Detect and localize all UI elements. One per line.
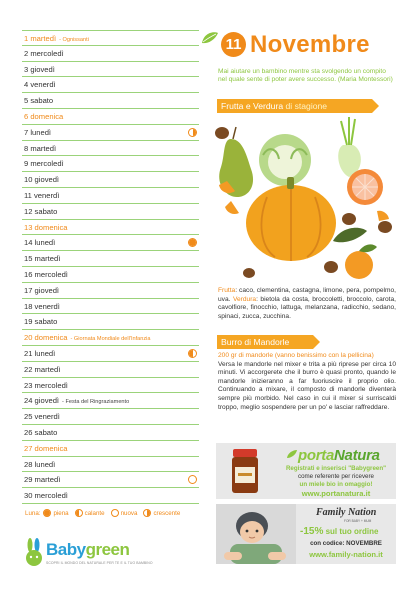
calendar-day-label: 16 mercoledì: [24, 269, 68, 279]
legend-nuova-label: nuova: [120, 509, 138, 517]
portanatura-line1: Registrati e inserisci "Babygreen": [285, 465, 387, 472]
fruit-vegetables-illustration: [213, 115, 396, 288]
full-moon-icon: [43, 509, 51, 517]
calendar-day-label: 8 martedì: [24, 143, 57, 153]
calendar-list: [22, 30, 199, 504]
calendar-day-row: [22, 156, 199, 172]
calendar-day-row: [22, 172, 199, 188]
honey-jar-image: [230, 447, 260, 495]
calendar-day-row: [22, 425, 199, 441]
portanatura-logo-b: Natura: [334, 447, 380, 464]
discount-text: sul tuo ordine: [323, 527, 379, 536]
bunny-icon: [24, 538, 44, 570]
calendar-day-label: 27 domenica: [24, 443, 68, 453]
leaf-icon: [201, 31, 219, 45]
logo-name: [46, 540, 129, 560]
familynation-logo: Family Nation: [316, 507, 377, 518]
discount-value: -15%: [300, 526, 324, 537]
calendar-day-row: [22, 235, 199, 251]
section-fv-title-b: di stagione: [283, 101, 328, 111]
calendar-day-row: [22, 220, 199, 236]
calendar-day-row: [22, 77, 199, 93]
calendar-day-row: [22, 93, 199, 109]
frutta-list: : caco, clementina, castagna, limone, pera, pompelmo, uva.: [218, 287, 396, 303]
calendar-day-row: [22, 488, 199, 504]
calendar-day-label: 13 domenica: [24, 222, 68, 232]
moon-calante-icon: [188, 349, 197, 358]
montessori-quote: Mai aiutare un bambino mentre sta svolgendo un compito nel quale sente di poter avere successo. (Maria Montessori): [218, 68, 393, 84]
verdura-label: Verdura: [232, 295, 257, 303]
recipe-ingredients: 200 gr di mandorle (vanno benissimo con la pellicina): [218, 352, 374, 359]
frutta-label: Frutta: [218, 287, 236, 294]
calendar-day-label: 22 martedì: [24, 364, 61, 374]
calendar-day-row: [22, 267, 199, 283]
moon-crescente-icon: [188, 128, 197, 137]
calendar-day-row: [22, 109, 199, 125]
ad-portanatura[interactable]: [216, 443, 396, 499]
calendar-day-label: 2 mercoledì: [24, 48, 64, 58]
recipe-instructions: Versa le mandorle nel mixer e trita a più riprese per circa 10 minuti. Vi accorgerete che il burro è quasi pronto, quando le mandorle inizieranno a far fuoriuscire il proprio olio. Continuando a mixare, il composto di mandorle diventerà sempre più morbido. Nel caso in cui il mixer si surriscaldi troppo, meglio sospendere per un po' e lasciar raffreddare.: [218, 360, 396, 411]
calendar-day-row: [22, 204, 199, 220]
moon-nuova-icon: [188, 475, 197, 484]
day-number: 11: [221, 32, 246, 57]
logo-name-part2: green: [85, 540, 130, 559]
baby-photo: [216, 504, 296, 564]
calendar-day-row: [22, 30, 199, 46]
legend-crescente-label: crescente: [153, 509, 181, 517]
calendar-day-label: 9 mercoledì: [24, 159, 64, 169]
calendar-day-row: [22, 378, 199, 394]
calendar-day-row: [22, 362, 199, 378]
calendar-day-row: [22, 125, 199, 141]
calendar-day-label: 12 sabato: [24, 206, 58, 216]
month-title: Novembre: [250, 31, 370, 58]
calendar-day-label: 4 venerdì: [24, 80, 56, 90]
logo-tagline: SCOPRI IL MONDO DEL NATURALE PER TE E IL TUO BAMBINO: [46, 561, 153, 565]
calendar-day-label: 7 lunedì: [24, 127, 52, 137]
calendar-day-label: 6 domenica: [24, 111, 64, 121]
legend-calante-label: calante: [84, 509, 105, 517]
verdura-list: : bietola da costa, broccoletti, broccolo, carota, cavolfiore, finocchio, lattuga, melanzana, radicchio, sedano, spinaci, zucca, zucchina.: [218, 295, 397, 320]
calendar-day-note: - Giornata Mondiale dell'Infanzia: [70, 336, 151, 343]
legend-title: Luna:: [25, 509, 41, 517]
calendar-day-label: 11 venerdì: [24, 190, 60, 200]
calendar-day-row: [22, 457, 199, 473]
calendar-day-label: 19 sabato: [24, 317, 58, 327]
moon-piena-icon: [188, 238, 197, 247]
legend-piena: [43, 509, 68, 517]
logo-name-part1: Baby: [46, 540, 86, 559]
calendar-day-row: [22, 141, 199, 157]
new-moon-icon: [111, 509, 119, 517]
calendar-day-row: [22, 346, 199, 362]
calendar-day-row: [22, 299, 199, 315]
calendar-day-row: [22, 393, 199, 409]
calendar-day-row: [22, 330, 199, 346]
calendar-day-label: 5 sabato: [24, 96, 54, 106]
calendar-day-row: [22, 62, 199, 78]
legend-crescente: [143, 509, 180, 517]
discount-code: con codice: NOVEMBRE: [310, 540, 382, 547]
calendar-day-label: 28 lunedì: [24, 459, 56, 469]
fruit-vegetables-text: [218, 287, 396, 321]
section-fv-title: [217, 99, 372, 113]
calendar-day-note: - Festa del Ringraziamento: [62, 399, 130, 406]
calendar-day-label: 29 martedì: [24, 475, 61, 485]
calendar-day-note: - Ognissanti: [59, 37, 89, 43]
legend-calante: [75, 509, 105, 517]
section-burro-title-text: Burro di Mandorle: [221, 337, 290, 347]
calendar-day-label: 10 giovedì: [24, 175, 60, 185]
section-fv-title-a: Frutta e Verdura: [221, 101, 284, 111]
discount-line: [300, 526, 378, 537]
section-burro-title: [217, 335, 313, 349]
calendar-day-row: [22, 251, 199, 267]
portanatura-line3: un miele bio in omaggio!: [299, 481, 373, 488]
waxing-moon-icon: [143, 509, 151, 517]
familynation-url[interactable]: www.family-nation.it: [309, 550, 383, 559]
portanatura-leaf-icon: [286, 449, 298, 459]
portanatura-line2: come referente per ricevere: [297, 473, 374, 480]
legend-nuova: [111, 509, 138, 517]
calendar-day-label: 30 mercoledì: [24, 491, 68, 501]
calendar-day-row: [22, 472, 199, 488]
calendar-day-label: 26 sabato: [24, 427, 58, 437]
ad-familynation[interactable]: [216, 504, 396, 564]
calendar-day-row: [22, 314, 199, 330]
legend-piena-label: piena: [53, 509, 69, 517]
calendar-day-row: [22, 283, 199, 299]
calendar-day-row: [22, 188, 199, 204]
calendar-day-row: [22, 441, 199, 457]
waning-moon-icon: [75, 509, 83, 517]
calendar-day-label: 17 giovedì: [24, 285, 60, 295]
familynation-sub: FOR BABY + MUM: [344, 519, 372, 523]
calendar-day-label: 20 domenica: [24, 333, 68, 343]
calendar-day-label: 25 venerdì: [24, 412, 60, 422]
calendar-day-label: 1 martedì: [24, 34, 57, 43]
calendar-day-label: 18 venerdì: [24, 301, 60, 311]
recipe-text: [218, 352, 396, 412]
calendar-day-row: [22, 46, 199, 62]
babygreen-logo: [24, 538, 164, 578]
calendar-day-label: 21 lunedì: [24, 348, 56, 358]
calendar-day-row: [22, 409, 199, 425]
portanatura-logo: [298, 447, 380, 464]
calendar-day-label: 14 lunedì: [24, 238, 56, 248]
calendar-day-label: 23 mercoledì: [24, 380, 68, 390]
calendar-day-label: 15 martedì: [24, 254, 61, 264]
moon-legend: [25, 509, 183, 517]
calendar-day-label: 24 giovedì: [24, 396, 60, 406]
portanatura-logo-a: porta: [298, 447, 335, 464]
portanatura-url[interactable]: www.portanatura.it: [301, 489, 371, 498]
calendar-day-label: 3 giovedì: [24, 64, 55, 74]
